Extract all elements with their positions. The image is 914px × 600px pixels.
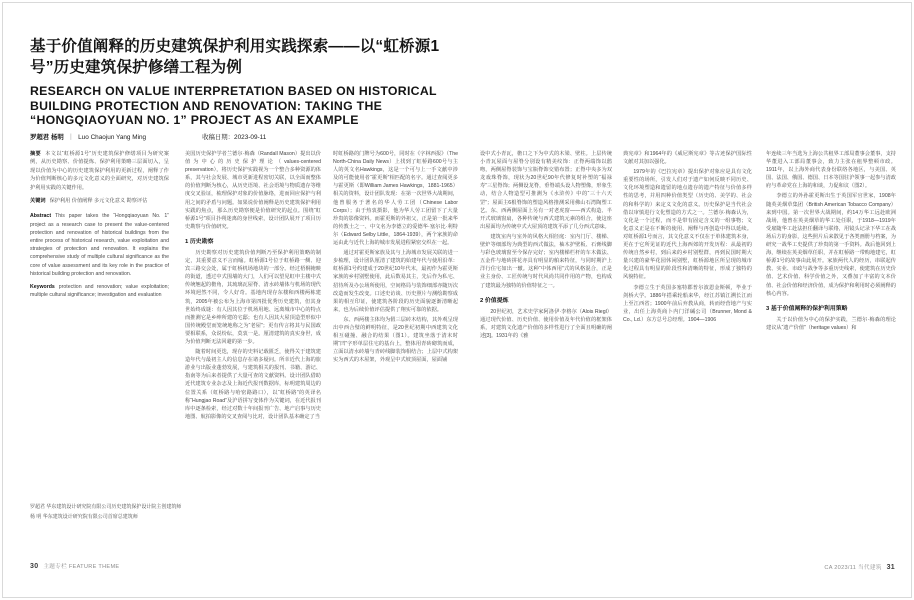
body-paragraph: 时虹桥路的门牌号为600号，同时在《字林西报》（The North-China Daily News）上找到了虹桥路600号与主人的英文名Hawkings，这是一个可与上一手文献中涉及的可能使用者“霍更斯”相匹配的名字。通过查阅更多与霍更斯（即William James Hawkings，1881-1965）相关的资料，设计团队发现：在第一次世界大战期间，他曾服务于著名的华人劳工团（Chinese Labor Corps）；由于热衷摄影，他为华人劳工团留下了大量珍贵的影像资料。而霍更斯的外祖父，正是第一批来华的传教士之一、中文名为李德立的爱德华·塞尔比·利特尔（Edward Selby Little，1864-1939），两个家族的命运由此与近代上海的城市发展进程紧密交织在一起。: [333, 151, 458, 247]
section-heading: 3 基于价值阐释的保护利用策略: [766, 305, 848, 312]
left-page-footer: [30, 562, 119, 570]
abstract-en-text: This paper takes the “Hongqiaoyuan No. 1” project as a research case to present the value-centered protection and renovation of historical buildings from the entire process of historical research, value exploitation and strategies of protection and renovation. It explains the comprehensive study of multiple cultural significance as the core of value assessment and its key role in the practice of historical building protection and renovation.: [30, 213, 169, 277]
keywords-zh-label: 关键词: [30, 198, 46, 205]
right-footer-text: CA 2023/11 当代建筑: [824, 565, 882, 571]
body-column-2: [333, 150, 458, 548]
section-heading: 2 价值提炼: [480, 297, 509, 304]
authors-zh: 罗超君 杨明: [30, 134, 64, 141]
section-heading: 1 历史勘察: [185, 238, 214, 245]
right-page-number: 31: [886, 564, 895, 571]
keywords-en: [30, 283, 169, 299]
body-paragraph: 李德立生于英国多塞特郡普尔波恩金斯顿，毕业于剑桥大学。1886年搭乘轮船来华，经江苏镇江溯长江而上至江西省；1900年前后弃教从商，转而经营地产与实业，出任上海英商卜内门洋碱公司（Brunner, Mond & Co., Ld.）东方总号总经理。1904—1906: [623, 284, 752, 323]
left-footer-text: 主题专栏 FEATURE THEME: [43, 564, 120, 570]
received-date: 收稿日期：2023-09-11: [202, 134, 267, 141]
keywords-zh-text: 保护利用 价值阐释 多元文化意义 勘察评估: [49, 198, 148, 205]
body-paragraph: 设中式小青瓦，檐口之下为中式的木梁、壁柱。上层传统小青瓦屋面与屋脊分别设有精美纹饰：正脊两端饰以鸱吻，两侧屋脊装饰与宝瓶脊饰交错布置；正脊中央多为双龙戏珠脊饰，现状为20世纪90年代修复时补塑的“福禄寿”三星脊饰；两侧设龙脊，垂脊端头设人物塑像，形象生动，结合人物造型可推测为《水浒传》中的“三十六天罡”；屋面主6根脊饰的塑造风格推测采用佛山石湾陶塑工艺。东、西两侧屋面上另有一对老虎窗——西式构造、半开式玻璃窗扇，各种传统与西式建筑元素的组合，使这座出屋面均为传统中式大屋顶的建筑平添了几分西式意味。: [480, 151, 612, 230]
right-page-footer: [824, 563, 895, 571]
keywords-en-label: Keywords: [30, 284, 55, 291]
byline: [30, 132, 460, 141]
body-paragraph: 通过对霍更斯家族及其与上海城市发展关联的进一步梳理，设计团队厘清了建筑的始建年代与使用沿革：虹桥源1号约建成于20世纪10年代末，最初作为霍更斯家族的乡村别墅使用，此后数易其主，先后作为私宅、招待所及办公场所使用，空间格局与装饰细部亦随历次改造而发生改变。口述史访谈、历史照片与测绘勘察成果的相互印证，使建筑各阶段的历史面貌逐渐清晰起来，也为后续价值评估提供了翔实可靠的依据。: [333, 250, 458, 313]
body-column-4: [623, 150, 752, 548]
body-column-3: [480, 150, 612, 548]
body-paragraph: 年连续三年当选为上海公共租界工部局董事会董事，支持华董进入工部局董事会，致力主张在租界整顿市政。1911年，以上海外商代表身份联络各地区，与美国、英国、法国、俄国、德国、日本等国驻沪领事一起参与清政府与革命党在上海的和谈，力促和议（图2）。: [766, 151, 896, 190]
body-paragraph: 美国历史保护学者兰德尔·梅森（Randall Mason）提出以价值为中心的历史保护理论（values-centered preservation），将历史保护实践视为一个整合多种资源的体系，其与社会发展、城市更新进程密切关联，以全面而整体的价值判断为核心，从历史语境、社会语境与物质遗存等维度交叉验证，梳理保护对象的价值脉络，进而回应保护与利用之间的矛盾与问题。如果说价值阐释是历史建筑保护利用实践的焦点，那么历史勘察便是价值研究的起点。围绕“虹桥源1号”项目扑朔迷离的身世线索，设计团队展开了项目历史勘察与价值研究。: [185, 151, 321, 230]
footnote-author-1: 罗超君 华东建筑设计研究院有限公司历史建筑保护设计院主创建筑师: [30, 504, 182, 510]
body-paragraph: 历史勘察对历史建筑价值判断乃至保护利用策略的制定，其重要意义不言而喻。虹桥源1号位于虹桥路一侧、迎宾三路交会处，属于虹桥机场地块的一部分。经过梧桐掩映的街道，透过中式围墙的大门，人们可以望见虹申主楼中式传统翘起的檐角，其琉璃瓦屋脊、清水砖墙体与机场的现代环境迥然不同，令人好奇。基地内现存东楼和西楼两栋建筑，2005年被公布为上海市第四批优秀历史建筑，但其身世始终成谜：有人因其位于机场用地、远离城市中心的特点而推测它是乡绅所建的宅邸；也有人因其大屋顶造型形似中国传统殿堂而笼统地称之为“老屋”；更有传言将其与民国政要相联系，众说纷纭，莫衷一是。厘清建筑的真实身世，成为价值判断无法回避的第一步。: [185, 249, 321, 345]
body-paragraph: 随着时间更迭，现存的史料记载匮乏，使得关于建筑建造年代与最初主人的信息存在诸多疑问。所幸近代上海的旅游业与出版业蓬勃发展，与建筑相关的报刊、书籍、游记、指南等为后来者提供了大量可查的文献资料。设计团队借助近代建筑专业杂志及上海近代报刊数据库，标明建筑周边的位置关系（虹桥路与哈密路路口），以“虹桥路”的英译名称“Hungjao Road”及沪语拼写变体作为关键词，在近代报刊库中逐条检索，经过对数十年间报刊广告、地产启事与历史地图、航拍影像的交叉查阅与比对，设计团队基本确定了当: [185, 349, 321, 420]
body-paragraph: 东、西两楼主体均为假三层砖木结构，其外观呈现出中西合璧的鲜明特征，是20世纪初期中西建筑文化相互碰撞、融合的结果（图1）。建筑坐落于清末时期“凹”字形单层住宅的基台上，整体用青砖砌筑而成，立面以清水砖墙与青砖线脚装饰相结合；上层中式构架实为西式的木屋架，外观呈中式坡顶屋面，屋面铺: [333, 316, 458, 364]
author-footnote: [30, 503, 182, 523]
abstract-zh: [30, 150, 169, 192]
keywords-en-text: protection and renovation; value exploitation; multiple cultural significance; investigation and evaluation: [30, 284, 169, 299]
body-paragraph: 20世纪初，艺术史学家阿洛伊·李格尔（Alois Riegl）通过现代价值、历史价值、使用价值及年代价值的框架体系，对建筑文化遗产价值的多样性进行了全面且明确的阐述[3]。1931年的《雅: [480, 308, 612, 339]
abstract-en: [30, 212, 169, 278]
body-column-1: [185, 150, 321, 548]
abstract-en-label: Abstract: [30, 213, 52, 220]
author-separator: ｜: [67, 134, 75, 141]
keywords-zh: [30, 197, 169, 205]
article-title-en: RESEARCH ON VALUE INTERPRETATION BASED ON HISTORICAL BUILDING PROTECTION AND RENOVATION: TAKING THE “HONGQIAOYUAN NO. 1” PROJECT AS AN EXAMPLE: [30, 84, 437, 128]
footnote-author-2: 杨 明 华东建筑设计研究院有限公司首席总建筑师: [30, 514, 138, 521]
article-title-zh: 基于价值阐释的历史建筑保护利用实践探索——以“虹桥源1号”历史建筑保护修缮工程为例: [30, 38, 440, 76]
left-page-number: 30: [30, 563, 39, 570]
body-paragraph: 典宪章》和1964年的《威尼斯宪章》等古迹保护国际性文献对其加以强化。: [623, 151, 752, 166]
abstract-zh-text: 本文以“虹桥源1号”历史建筑保护修缮项目为研究案例，从历史勘察、价值提炼、保护利用策略三层面切入，呈现以价值为中心的历史建筑保护利用的更新过程，阐释了作为价值判断核心的多元文化意义的全面研究，对历史建筑保护利用实践的关键作用。: [30, 151, 169, 191]
abstract-column: [30, 150, 169, 548]
body-column-5: [766, 150, 896, 548]
body-paragraph: 关于以价值为中心的保护实践，兰德尔·梅森的理论建议从“遗产价值”（heritage values）和: [766, 316, 896, 331]
body-paragraph: 1979年的《巴拉宪章》提出保护对象应是具有文化重要性的场所，引发人们对于遗产如何反映不同历史、文化环境塑造和遗留的地点遗存的遗产特征与价值多样性的思考，并用四种价值类型（历史的、美学的、社会的和科学的）来定义文化的意义。历史保护是当代社会借以审慎进行文化塑造的方式之一。兰德尔·梅森认为，文化是一个过程，而不是带有固定含义的一组事物；文化意义正是在不断的使用、阐释与再创造中得以延续。对虹桥源1号而言，其文化意义不仅在于单体建筑本身，更在于它所见证的近代上海西郊的开发历程：从最初的传统自然乡村，到后来的乡村别墅群，再到民国时期大量兴建的豪华花园休闲别墅，虹桥源地区所呈现的城市化过程具有明显的阶段性和清晰的特征，形成了独特的风貌特征。: [623, 169, 752, 281]
body-paragraph: 李德立的外孙霍更斯出生于英国军官世家，1908年随英美烟草集团（British American Tobacco Company）来到中国。第一次世界大战期间，约14万华工远赴欧洲战场，他曾在英美烟草的华工处任职，于1918—1919年受雇随华工赴法担任翻译与联络，用镜头记录下华工在战场后方的身影，这些照片后来散见于各类画册与档案，为研究一战华工史提供了珍贵的第一手资料。战后他回到上海，继续在英美烟草任职，并在虹桥路一带购地建宅，虹桥源1号的故事由此展开。家族两代人的经历，串联起传教、实业、市政与战争等多重历史线索，使建筑在历史价值、艺术价值、科学价值之外，又叠加了丰富的文本价值、社会价值和经济价值，成为保护和利用时必须阐释的核心内容。: [766, 193, 896, 297]
abstract-zh-label: 摘要: [30, 151, 42, 157]
body-paragraph: 建筑室内与室外的风格大相径庭：室内门厅、楼梯、壁炉等细部均为典型的西式做法，柚木护壁板、石膏线脚与彩色玻璃窗至今保存完好；室内楼梯栏杆的车木做法、五金件与地砖拼花亦具有明显的舶来特征，与同时期沪上洋行住宅如出一辙。这种“中体西用”式的风格混合，正是业主身份、工匠传统与时代风尚共同作用的产物，也构成了建筑最为独特的价值特征之一。: [480, 233, 612, 289]
authors-en: Luo Chaojun Yang Ming: [78, 134, 147, 141]
